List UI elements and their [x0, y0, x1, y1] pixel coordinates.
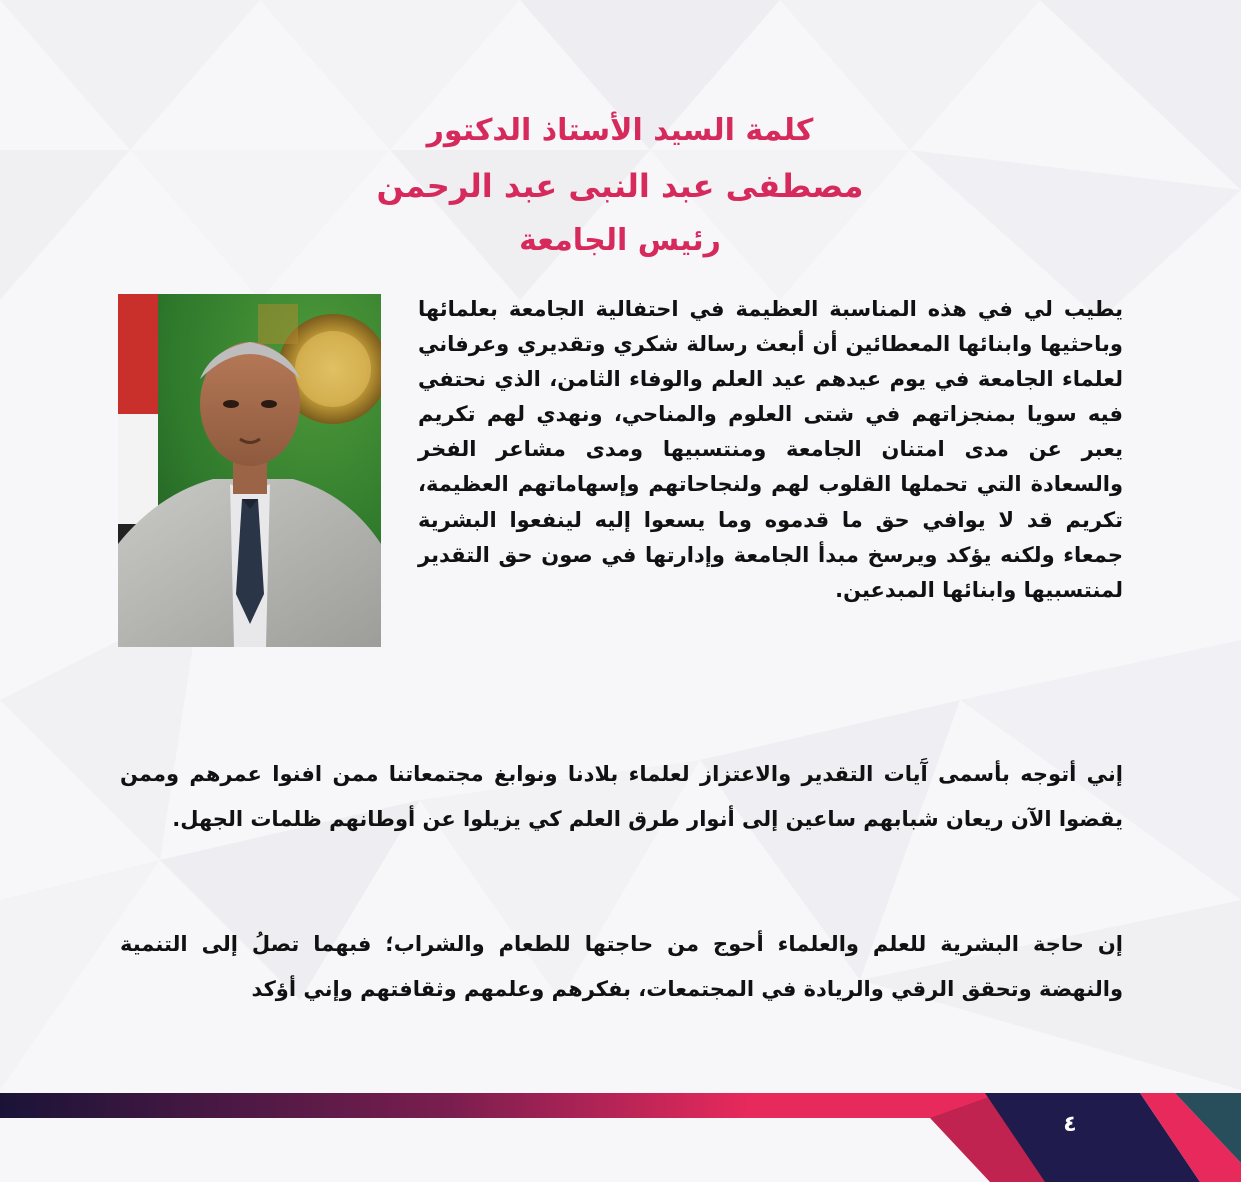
- paragraph-2: إني أتوجه بأسمى آَيات التقدير والاعتزاز لعلماء بلادنا ونوابغ مجتمعاتنا ممن افنوا عمرهم وممن يقضوا الآن ريعان شبابهم ساعين إلى أنوار طرق العلم كي يزيلوا عن أوطانهم ظلمات الجهل.: [120, 762, 1123, 831]
- paragraph-3: إن حاجة البشرية للعلم والعلماء أحوج من حاجتها للطعام والشراب؛ فبهما تصلُ إلى التنمية والنهضة وتحقق الرقي والريادة في المجتمعات، بفكرهم وعلمهم وثقافتهم وإني أؤكد: [120, 932, 1123, 1001]
- page-number: ٤: [1063, 1112, 1077, 1137]
- heading-speech-title: كلمة السيد الأستاذ الدكتور: [426, 113, 814, 148]
- heading-president-role: رئيس الجامعة: [519, 223, 721, 258]
- heading-president-name: مصطفى عبد النبى عبد الرحمن: [376, 167, 864, 205]
- president-portrait: [118, 294, 381, 647]
- footer-bar: [0, 1093, 1241, 1182]
- page-heading: [300, 104, 940, 268]
- portrait-illustration: [118, 294, 381, 647]
- paragraph-1: يطيب لي في هذه المناسبة العظيمة في احتفالية الجامعة بعلمائها وباحثيها وابنائها المعطائين أن أبعث رسالة شكري وتقديري وعرفاني لعلماء الجامعة في يوم عيدهم عيد العلم والوفاء الثامن، الذي نحتفي فيه سويا بمنجزاتهم في شتى العلوم والمناحي، ونهدي لهم تكريم يعبر عن مدى امتنان الجامعة ومنتسبيها ومدى مشاعر الفخر والسعادة التي تحملها القلوب لهم ولنجاحاتهم وإسهاماتهم العظيمة، تكريم قد لا يوافي حق ما قدموه وما يسعوا إليه لينفعوا البشرية جمعاء ولكنه يؤكد ويرسخ مبدأ الجامعة وإدارتها في صون حق التقدير لمنتسبيها وابنائها المبدعين.: [418, 297, 1123, 602]
